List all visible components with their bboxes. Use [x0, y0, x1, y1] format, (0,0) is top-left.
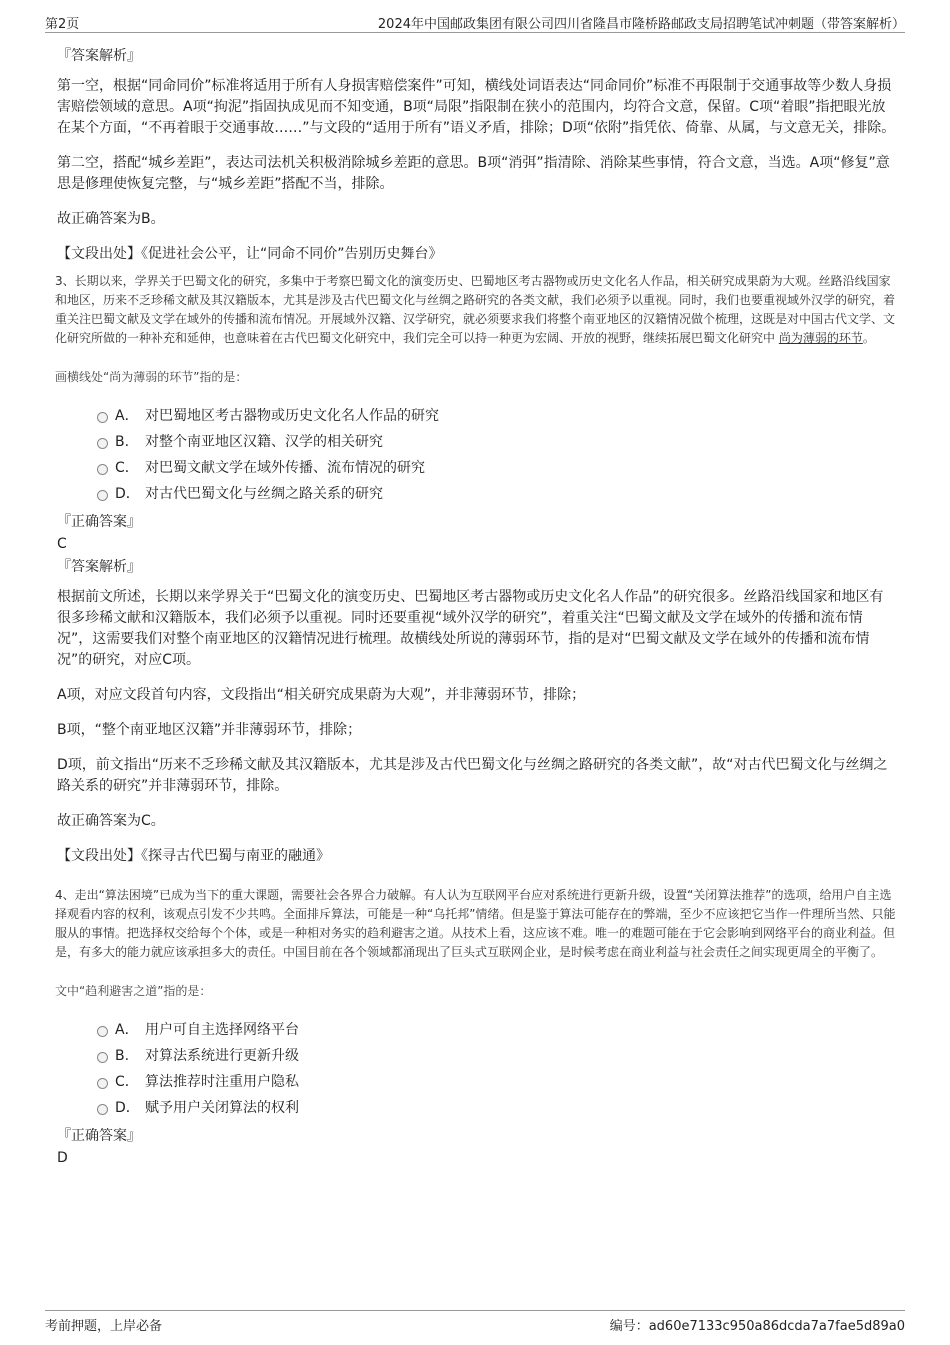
option-text: 算法推荐时注重用户隐私	[145, 1074, 299, 1090]
option-letter: B.	[115, 434, 130, 450]
document-body	[57, 42, 897, 1171]
option-a[interactable]	[57, 1017, 897, 1043]
analysis-paragraph: 第二空，搭配“城乡差距”，表达司法机关积极消除城乡差距的意思。B项“消弭”指清除、消除某些事情，符合文意，当选。A项“修复”意思是修理使恢复完整，与“城乡差距”搭配不当，排除。	[57, 155, 890, 192]
source-citation: 【文段出处】《促进社会公平，让“同命不同价”告别历史舞台》	[57, 246, 443, 262]
analysis-paragraph: D项，前文指出“历来不乏珍稀文献及其汉籍版本，尤其是涉及古代巴蜀文化与丝绸之路研究的各类文献”，故“对古代巴蜀文化与丝绸之路关系的研究”并非薄弱环节，排除。	[57, 757, 888, 794]
option-b[interactable]	[57, 429, 897, 455]
option-letter: C．	[115, 1074, 139, 1090]
option-letter: C．	[115, 460, 139, 476]
answer-label: 『正确答案』	[57, 1128, 141, 1144]
radio-icon[interactable]	[97, 464, 108, 475]
analysis-paragraph: 根据前文所述，长期以来学界关于“巴蜀文化的演变历史、巴蜀地区考古器物或历史文化名人作品”的研究很多。丝路沿线国家和地区有很多珍稀文献和汉籍版本，我们必须予以重视。同时还要重视“域外汉学的研究”，着重关注“巴蜀文献及文学在域外的传播和流布情况”，这需要我们对整个南亚地区的汉籍情况进行梳理。故横线处所说的薄弱环节，指的是对“巴蜀文献及文学在域外的传播和流布情况”的研究，对应C项。	[57, 589, 884, 668]
option-letter: A．	[115, 1022, 139, 1038]
document-title: 2024年中国邮政集团有限公司四川省隆昌市隆桥路邮政支局招聘笔试冲刺题（带答案解析）	[377, 17, 905, 32]
analysis-paragraph: A项，对应文段首句内容，文段指出“相关研究成果蔚为大观”，并非薄弱环节，排除；	[57, 687, 586, 703]
analysis-paragraph: 第一空，根据“同命同价”标准将适用于所有人身损害赔偿案件”可知，横线处词语表达“同命同价”标准不再限制于交通事故等少数人身损害赔偿领域的意思。A项“拘泥”指固执成见而不知变通，B项“局限”指限制在狭小的范围内，均符合文意，保留。C项“着眼”指把眼光放在某个方面，“不再着眼于交通事故……”与文段的“适用于所有”语义矛盾，排除；D项“依附”指凭依、倚靠、从属，与文意无关，排除。	[57, 78, 896, 136]
page-number: 第2页	[45, 17, 80, 32]
question-3-passage	[55, 272, 897, 348]
option-text: 用户可自主选择网络平台	[145, 1022, 299, 1038]
passage-end: 。	[862, 331, 875, 345]
answer-label: 『正确答案』	[57, 514, 141, 530]
option-d[interactable]	[57, 1095, 897, 1121]
option-letter: D．	[115, 1100, 140, 1116]
radio-icon[interactable]	[97, 1052, 108, 1063]
radio-icon[interactable]	[97, 438, 108, 449]
option-letter: A．	[115, 408, 139, 424]
option-letter: B.	[115, 1048, 130, 1064]
radio-icon[interactable]	[97, 1104, 108, 1115]
radio-icon[interactable]	[97, 490, 108, 501]
option-letter: D．	[115, 486, 140, 502]
question-3-prompt: 画横线处“尚为薄弱的环节”指的是：	[55, 370, 248, 384]
option-b[interactable]	[57, 1043, 897, 1069]
radio-icon[interactable]	[97, 412, 108, 423]
page-header	[45, 10, 905, 33]
answer-value: D	[57, 1150, 68, 1166]
footer-note: 考前押题，上岸必备	[45, 1319, 163, 1334]
conclusion: 故正确答案为C。	[57, 813, 165, 829]
analysis-label: 『答案解析』	[57, 559, 141, 575]
document-code: 编号：ad60e7133c950a86dcda7a7fae5d89a0	[609, 1319, 905, 1334]
option-text: 对巴蜀地区考古器物或历史文化名人作品的研究	[145, 408, 439, 424]
question-3-options	[57, 403, 897, 507]
question-4-options	[57, 1017, 897, 1121]
option-a[interactable]	[57, 403, 897, 429]
option-c[interactable]	[57, 1069, 897, 1095]
page-footer	[45, 1310, 905, 1335]
underlined-phrase: 尚为薄弱的环节	[778, 331, 863, 345]
analysis-label: 『答案解析』	[57, 48, 141, 64]
answer-value: C	[57, 536, 67, 552]
option-text: 对算法系统进行更新升级	[145, 1048, 299, 1064]
question-4-prompt: 文中“趋利避害之道”指的是：	[55, 984, 212, 998]
option-text: 对整个南亚地区汉籍、汉学的相关研究	[145, 434, 383, 450]
radio-icon[interactable]	[97, 1078, 108, 1089]
source-citation: 【文段出处】《探寻古代巴蜀与南亚的融通》	[57, 848, 330, 864]
analysis-paragraph: B项，“整个南亚地区汉籍”并非薄弱环节，排除；	[57, 722, 362, 738]
radio-icon[interactable]	[97, 1026, 108, 1037]
option-text: 对巴蜀文献文学在域外传播、流布情况的研究	[145, 460, 425, 476]
question-4-passage: 4、走出“算法困境”已成为当下的重大课题，需要社会各界合力破解。有人认为互联网平台应对系统进行更新升级，设置“关闭算法推荐”的选项，给用户自主选择观看内容的权利，该观点引发不少共鸣。全面排斥算法，可能是一种“乌托邦”情绪。但是鉴于算法可能存在的弊端，至少不应该把它当作一件理所当然、只能服从的事情。把选择权交给每个个体，或是一种相对务实的趋利避害之道。从技术上看，这应该不难。唯一的难题可能在于它会影响到网络平台的商业利益。但是，有多大的能力就应该承担多大的责任。中国目前在各个领域都涌现出了巨头式互联网企业，是时候考虑在商业利益与社会责任之间实现更周全的平衡了。	[55, 888, 896, 959]
option-d[interactable]	[57, 481, 897, 507]
option-c[interactable]	[57, 455, 897, 481]
passage-text: 3、长期以来，学界关于巴蜀文化的研究，多集中于考察巴蜀文化的演变历史、巴蜀地区考古器物或历史文化名人作品，相关研究成果蔚为大观。丝路沿线国家和地区，历来不乏珍稀文献及其汉籍版本，尤其是涉及古代巴蜀文化与丝绸之路研究的各类文献，我们必须予以重视。同时，我们也要重视域外汉学的研究，着重关注巴蜀文献及文学在域外的传播和流布情况。开展域外汉籍、汉学研究，就必须要求我们将整个南亚地区的汉籍情况做个梳理，这既是对中国古代文学、文化研究所做的一种补充和延伸，也意味着在古代巴蜀文化研究中，我们完全可以持一种更为宏阔、开放的视野，继续拓展巴蜀文化研究中	[55, 274, 896, 345]
option-text: 赋予用户关闭算法的权利	[145, 1100, 299, 1116]
conclusion: 故正确答案为B。	[57, 211, 165, 227]
option-text: 对古代巴蜀文化与丝绸之路关系的研究	[145, 486, 383, 502]
